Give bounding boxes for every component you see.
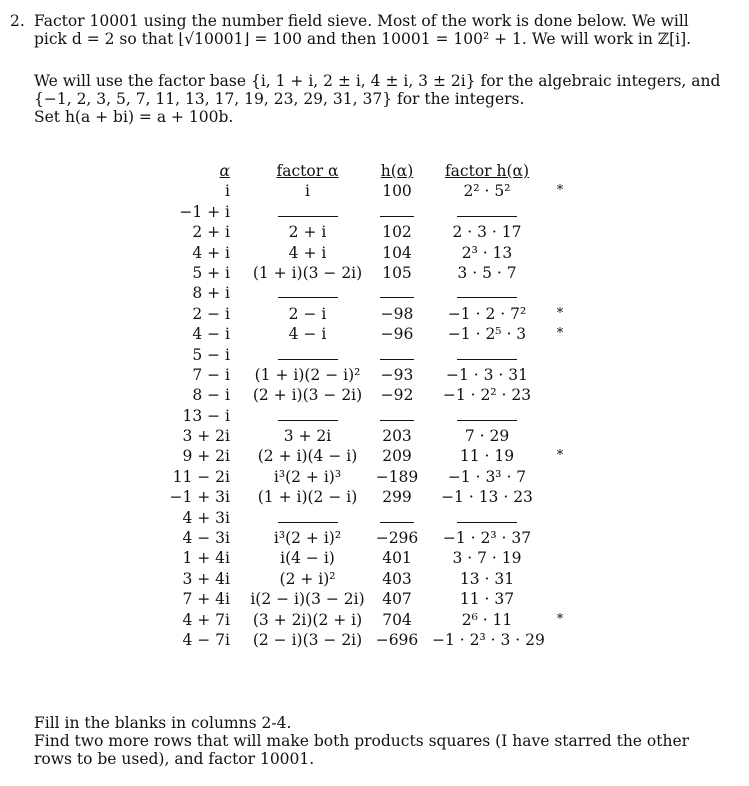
h-alpha-cell: 105 [382, 263, 412, 282]
problem-line-2: pick d = 2 so that ⌊√10001⌋ = 100 and then 10001 = 100² + 1. We will work in ℤ[i]. [34, 30, 692, 48]
problem-number: 2. [10, 12, 25, 30]
star-marker: * [556, 611, 564, 627]
h-alpha-cell: 203 [382, 427, 412, 446]
factor-h-alpha-cell: 3 · 7 · 19 [452, 549, 522, 568]
blank-line [457, 285, 517, 298]
table-row [150, 590, 590, 610]
table-header [150, 162, 590, 182]
table-row [150, 244, 590, 264]
instruction-line-1: Fill in the blanks in columns 2-4. [34, 714, 292, 732]
alpha-cell: 13 − i [182, 406, 230, 425]
factor-alpha-cell: i(4 − i) [280, 549, 335, 568]
factor-alpha-cell: (2 + i)² [279, 569, 336, 588]
table-row [150, 570, 590, 590]
instructions [34, 714, 744, 768]
h-alpha-cell: −98 [380, 304, 414, 323]
table-row [150, 427, 590, 447]
blank-line [380, 408, 414, 421]
alpha-cell: 9 + 2i [182, 447, 230, 466]
table-row [150, 468, 590, 488]
alpha-cell: 5 + i [192, 263, 230, 282]
table-row [150, 203, 590, 223]
header-factor-h-alpha: factor h(α) [444, 162, 530, 180]
h-alpha-cell [372, 407, 422, 425]
star-marker: * [556, 183, 564, 199]
factor-h-alpha-cell: 11 · 37 [459, 590, 515, 609]
instruction-line-2: Find two more rows that will make both products squares (I have starred the other [34, 732, 690, 750]
alpha-cell: 5 − i [192, 345, 230, 364]
blank-line [380, 347, 414, 360]
factor-alpha-cell: (2 − i)(3 − 2i) [252, 630, 363, 649]
factor-h-alpha-cell: 2⁶ · 11 [461, 610, 513, 629]
instruction-line-3: rows to be used), and factor 10001. [34, 750, 315, 768]
factor-base-line-1: We will use the factor base {i, 1 + i, 2 ± i, 4 ± i, 3 ± 2i} for the algebraic integers, and [34, 72, 721, 90]
factor-h-alpha-cell: 7 · 29 [464, 427, 510, 446]
factorization-table [150, 162, 590, 651]
h-alpha-cell [372, 509, 422, 527]
table-row [150, 488, 590, 508]
header-factor-alpha: factor α [276, 162, 339, 180]
header-h-alpha: h(α) [380, 162, 414, 180]
h-definition: Set h(a + bi) = a + 100b. [34, 108, 234, 126]
alpha-cell: 4 + i [192, 243, 230, 262]
factor-alpha-cell: (1 + i)(2 − i) [257, 488, 358, 507]
h-alpha-cell: 102 [382, 223, 412, 242]
h-alpha-cell: 299 [382, 488, 412, 507]
h-alpha-cell [372, 346, 422, 364]
factor-h-alpha-cell: −1 · 2⁵ · 3 [447, 325, 527, 344]
blank-line [278, 408, 338, 421]
blank-line [457, 510, 517, 523]
factor-alpha-cell: i [305, 182, 310, 201]
h-alpha-cell: 704 [382, 610, 412, 629]
alpha-cell: 7 − i [192, 365, 230, 384]
alpha-cell: 2 + i [192, 223, 230, 242]
alpha-cell: 3 + 4i [182, 569, 230, 588]
factor-h-alpha-cell: −1 · 2 · 7² [447, 304, 527, 323]
alpha-cell: 4 + 7i [182, 610, 230, 629]
alpha-cell: i [225, 182, 230, 201]
factor-h-alpha-cell: −1 · 2³ · 3 · 29 [432, 630, 545, 649]
table-row [150, 549, 590, 569]
factor-h-alpha-cell: −1 · 2² · 23 [442, 386, 532, 405]
alpha-cell: 4 − i [192, 325, 230, 344]
factor-h-alpha-cell: 2² · 5² [463, 182, 511, 201]
h-alpha-cell: −189 [375, 467, 419, 486]
factor-h-alpha-cell: 2³ · 13 [461, 243, 513, 262]
h-alpha-cell: 401 [382, 549, 412, 568]
factor-alpha-cell [240, 346, 375, 364]
blank-line [457, 408, 517, 421]
factor-h-alpha-cell: 11 · 19 [459, 447, 515, 466]
factor-alpha-cell: i³(2 + i)³ [273, 467, 342, 486]
h-alpha-cell [372, 284, 422, 302]
blank-line [380, 510, 414, 523]
factor-alpha-cell [240, 509, 375, 527]
factor-alpha-cell: 2 − i [288, 304, 327, 323]
alpha-cell: 11 − 2i [172, 467, 230, 486]
factor-alpha-cell: (1 + i)(3 − 2i) [252, 263, 363, 282]
h-alpha-cell [372, 203, 422, 221]
table-row [150, 386, 590, 406]
h-alpha-cell: 407 [382, 590, 412, 609]
table-row [150, 346, 590, 366]
alpha-cell: 4 − 7i [182, 630, 230, 649]
h-alpha-cell: 209 [382, 447, 412, 466]
table-body [150, 182, 590, 651]
blank-line [380, 204, 414, 217]
factor-h-alpha-cell: 13 · 31 [459, 569, 515, 588]
factor-h-alpha-cell [432, 346, 542, 364]
blank-line [278, 347, 338, 360]
factor-alpha-cell: (3 + 2i)(2 + i) [252, 610, 363, 629]
factor-alpha-cell: i³(2 + i)² [273, 529, 342, 548]
factor-h-alpha-cell [432, 509, 542, 527]
problem-statement [10, 12, 720, 48]
factor-alpha-cell: i(2 − i)(3 − 2i) [250, 590, 365, 609]
factor-alpha-cell: 4 + i [288, 243, 327, 262]
alpha-cell: 3 + 2i [182, 427, 230, 446]
blank-line [457, 204, 517, 217]
h-alpha-cell: −296 [375, 529, 419, 548]
alpha-cell: 7 + 4i [182, 590, 230, 609]
factor-h-alpha-cell [432, 284, 542, 302]
factor-alpha-cell [240, 203, 375, 221]
h-alpha-cell: 100 [382, 182, 412, 201]
star-marker: * [556, 326, 564, 342]
h-alpha-cell: −696 [375, 630, 419, 649]
table-row [150, 631, 590, 651]
table-row [150, 611, 590, 631]
alpha-cell: −1 + 3i [169, 488, 230, 507]
h-alpha-cell: −92 [380, 386, 414, 405]
factor-alpha-cell: (1 + i)(2 − i)² [254, 365, 361, 384]
blank-line [457, 347, 517, 360]
factor-base-paragraph [34, 72, 744, 126]
table-row [150, 264, 590, 284]
h-alpha-cell: 403 [382, 569, 412, 588]
table-row [150, 182, 590, 202]
factor-h-alpha-cell: −1 · 3 · 31 [446, 365, 528, 384]
alpha-cell: 4 + 3i [182, 508, 230, 527]
factor-alpha-cell: (2 + i)(3 − 2i) [252, 386, 363, 405]
alpha-cell: 4 − 3i [182, 529, 230, 548]
factor-h-alpha-cell: −1 · 2³ · 37 [442, 529, 532, 548]
alpha-cell: 1 + 4i [182, 549, 230, 568]
table-row [150, 447, 590, 467]
factor-alpha-cell: 4 − i [288, 325, 327, 344]
problem-line-1: Factor 10001 using the number field sieve. Most of the work is done below. We will [34, 12, 689, 30]
blank-line [278, 510, 338, 523]
star-marker: * [556, 305, 564, 321]
alpha-cell: 8 + i [192, 284, 230, 303]
alpha-cell: 2 − i [192, 304, 230, 323]
alpha-cell: −1 + i [179, 202, 230, 221]
factor-h-alpha-cell [432, 407, 542, 425]
factor-h-alpha-cell: −1 · 3³ · 7 [447, 467, 527, 486]
table-row [150, 407, 590, 427]
table-row [150, 223, 590, 243]
alpha-cell: 8 − i [192, 386, 230, 405]
table-row [150, 366, 590, 386]
table-row [150, 284, 590, 304]
table-row [150, 325, 590, 345]
table-row [150, 509, 590, 529]
h-alpha-cell: 104 [382, 243, 412, 262]
blank-line [278, 204, 338, 217]
factor-alpha-cell [240, 284, 375, 302]
h-alpha-cell: −96 [380, 325, 414, 344]
blank-line [278, 285, 338, 298]
factor-h-alpha-cell: −1 · 13 · 23 [441, 488, 533, 507]
factor-alpha-cell: 3 + 2i [283, 427, 332, 446]
table-row [150, 305, 590, 325]
header-alpha: α [219, 162, 230, 180]
factor-base-line-2: {−1, 2, 3, 5, 7, 11, 13, 17, 19, 23, 29, 31, 37} for the integers. [34, 90, 525, 108]
factor-alpha-cell: 2 + i [288, 223, 327, 242]
factor-alpha-cell: (2 + i)(4 − i) [257, 447, 358, 466]
factor-h-alpha-cell: 2 · 3 · 17 [452, 223, 522, 242]
factor-alpha-cell [240, 407, 375, 425]
table-row [150, 529, 590, 549]
blank-line [380, 285, 414, 298]
factor-h-alpha-cell: 3 · 5 · 7 [457, 263, 517, 282]
star-marker: * [556, 448, 564, 464]
factor-h-alpha-cell [432, 203, 542, 221]
h-alpha-cell: −93 [380, 365, 414, 384]
